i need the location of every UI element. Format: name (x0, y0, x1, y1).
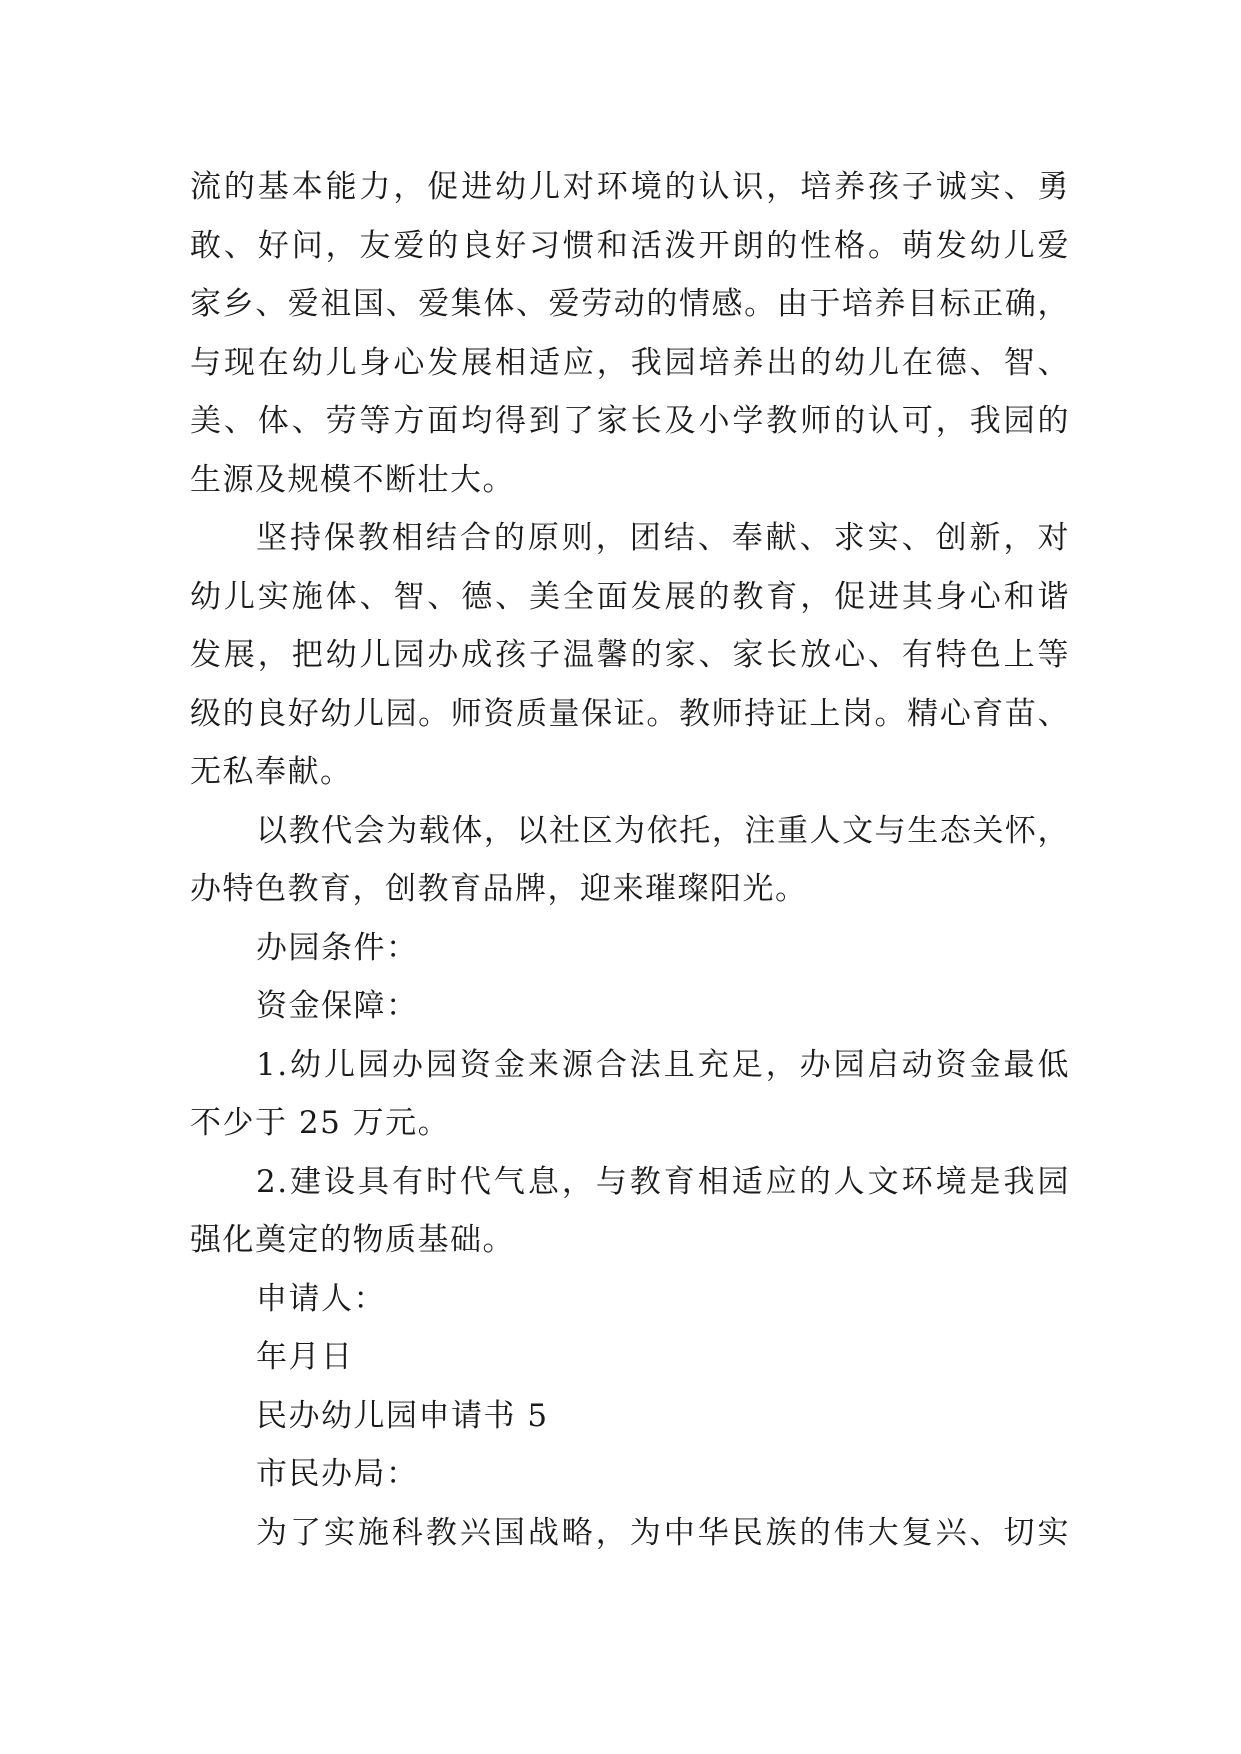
text-line: 流的基本能力，促进幼儿对环境的认识，培养孩子诚实、勇 (190, 169, 1070, 205)
text-line: 家乡、爱祖国、爱集体、爱劳动的情感。由于培养目标正确， (190, 286, 1070, 322)
document-body (190, 158, 1070, 1562)
text-line: 与现在幼儿身心发展相适应，我园培养出的幼儿在德、智、 (190, 344, 1070, 381)
text-line: 1.幼儿园办园资金来源合法且充足，办园启动资金最低 (256, 1046, 1070, 1083)
text-line: 发展，把幼儿园办成孩子温馨的家、家长放心、有特色上等 (190, 637, 1070, 673)
text-line: 无私奉献。 (190, 754, 353, 790)
text-line: 为了实施科教兴国战略，为中华民族的伟大复兴、切实 (256, 1514, 1070, 1551)
text-line: 资金保障： (256, 988, 419, 1024)
text-line: 生源及规模不断壮大。 (190, 461, 515, 498)
text-line: 民办幼儿园申请书 5 (256, 1397, 549, 1434)
text-line: 年月日 (256, 1339, 354, 1375)
text-line: 办园条件： (256, 929, 419, 966)
text-line: 坚持保教相结合的原则，团结、奉献、求实、创新，对 (256, 520, 1070, 556)
text-line: 2.建设具有时代气息，与教育相适应的人文环境是我园 (256, 1163, 1070, 1200)
text-line: 幼儿实施体、智、德、美全面发展的教育，促进其身心和谐 (190, 578, 1070, 615)
text-line: 级的良好幼儿园。师资质量保证。教师持证上岗。精心育苗、 (190, 695, 1070, 732)
text-line: 以教代会为载体，以社区为依托，注重人文与生态关怀， (256, 812, 1070, 849)
text-line: 美、体、劳等方面均得到了家长及小学教师的认可，我园的 (190, 403, 1070, 439)
text-line: 办特色教育，创教育品牌，迎来璀璨阳光。 (190, 871, 808, 907)
text-line: 不少于 25 万元。 (190, 1105, 451, 1141)
text-line: 市民办局： (256, 1456, 419, 1492)
text-line: 申请人： (256, 1280, 386, 1317)
text-line: 强化奠定的物质基础。 (190, 1222, 515, 1258)
text-line: 敢、好问，友爱的良好习惯和活泼开朗的性格。萌发幼儿爱 (190, 227, 1070, 264)
